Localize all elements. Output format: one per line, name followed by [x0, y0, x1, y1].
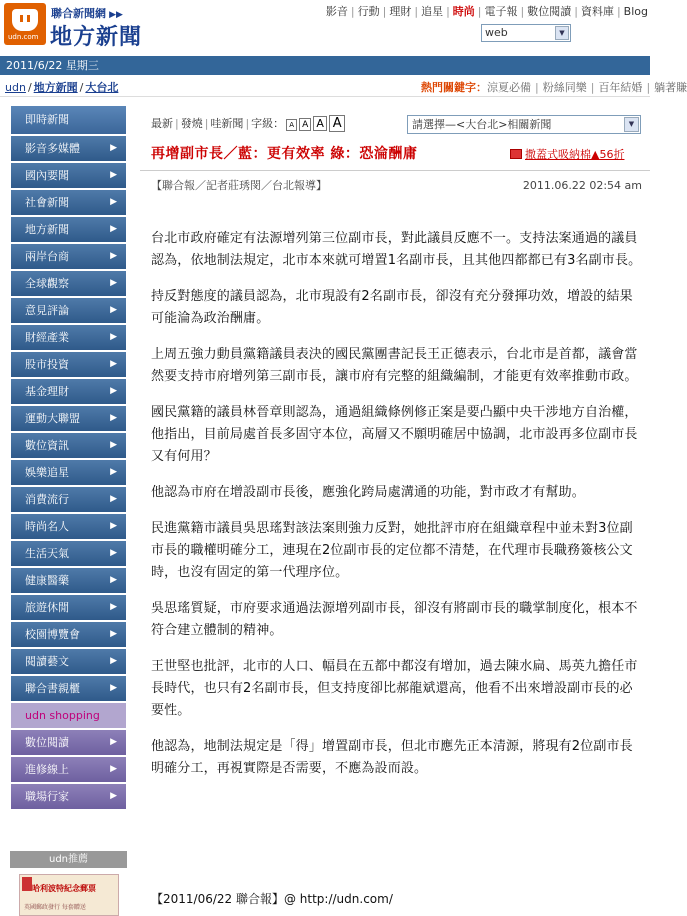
sidebar-item[interactable] [10, 783, 127, 810]
sidebar-item[interactable] [10, 675, 127, 702]
site-header [0, 0, 650, 55]
chevron-right-icon: ▶ [110, 440, 117, 450]
gift-icon [510, 149, 522, 159]
sidebar-item[interactable] [10, 648, 127, 675]
sidebar-item-label: 運動大聯盟 [25, 412, 80, 425]
chevron-right-icon: ▶ [110, 737, 117, 747]
udn-logo-icon: udn.com [4, 3, 46, 45]
sidebar-item[interactable] [10, 459, 127, 486]
hot-keyword[interactable]: 粉絲同樂 [542, 81, 587, 94]
article-headline: 再增副市長／藍：更有效率 綠：恐淪酬庸 [151, 146, 418, 162]
sidebar-item-label: 財經產業 [25, 331, 69, 344]
article-toolbar: 最新 | 發燒 | 哇新聞 | 字級： A A A A [151, 115, 642, 135]
topnav-item[interactable]: 影音 [325, 5, 348, 18]
sidebar-item-label: 健康醫藥 [25, 574, 69, 587]
chevron-right-icon: ▶ [110, 656, 117, 666]
sidebar-item[interactable] [10, 567, 127, 594]
sidebar-item[interactable] [10, 324, 127, 351]
sidebar-item[interactable] [10, 135, 127, 162]
sidebar-item[interactable] [10, 594, 127, 621]
sidebar-item[interactable] [10, 243, 127, 270]
sidebar-item-label: 影音多媒體 [25, 142, 80, 155]
article-paragraph: 他認為市府在增設副市長後，應強化跨局處溝通的功能，對市政才有幫助。 [151, 485, 585, 500]
dropdown-arrow-icon: ▼ [624, 117, 639, 132]
sidebar-item[interactable] [10, 105, 127, 135]
article-paragraph: 民進黨籍市議員吳思瑤對該法案則強力反對，她批評市府在組織章程中並未對3位副市長的職權明確分工，連現在2位副市長的定位都不清楚，在代理市長職務簽核公文時，也沒有固定的第一代理序位。 [151, 521, 633, 580]
sidebar-item-label: 數位閱讀 [25, 736, 69, 749]
site-logo[interactable] [4, 3, 144, 50]
chevron-right-icon: ▶ [110, 521, 117, 531]
hot-keywords: 熱門關鍵字：涼夏必備 | 粉絲同樂 | 百年結婚 | 躺著賺 [421, 81, 687, 94]
promo-ad-link[interactable]: 撒蓋式吸納棉▲56折 [510, 146, 624, 162]
hot-keyword[interactable]: 百年結婚 [598, 81, 643, 94]
chevron-right-icon: ▶ [110, 305, 117, 315]
sidebar-item[interactable] [10, 513, 127, 540]
sidebar-item-label: 股市投資 [25, 358, 69, 371]
sidebar-item-label: 社會新聞 [25, 196, 69, 209]
sidebar-item[interactable] [10, 432, 127, 459]
sidebar-item-label: udn shopping [25, 709, 100, 722]
logo-section-name: 地方新聞 [50, 24, 143, 50]
sidebar-item-label: 娛樂追星 [25, 466, 69, 479]
chevron-right-icon: ▶ [110, 494, 117, 504]
sidebar-item[interactable] [10, 297, 127, 324]
sidebar-item[interactable] [10, 540, 127, 567]
top-navigation: 影音 | 行動 | 理財 | 追星 | 時尚 | 電子報 | 數位閱讀 | 資料庫 | Blog [325, 5, 648, 18]
article-paragraph: 上周五強力動員黨籍議員表決的國民黨團書記長王正德表示，台北市是首都，議會當然要支持市府增列第三副市長，讓市府有完整的組織編制，才能更有效率推動市政。 [151, 347, 638, 384]
sidebar-item[interactable] [10, 486, 127, 513]
sidebar-item-label: 聯合書親櫃 [25, 682, 80, 695]
chevron-right-icon: ▶ [110, 467, 117, 477]
sidebar-item[interactable] [10, 621, 127, 648]
latest-link[interactable]: 最新 [151, 117, 173, 130]
sidebar-item-label: 全球觀察 [25, 277, 69, 290]
font-size-smallest-button[interactable]: A [286, 119, 297, 131]
wow-news-link[interactable]: 哇新聞 [210, 117, 244, 130]
font-size-medium-button[interactable]: A [313, 116, 327, 131]
topnav-item[interactable]: 追星 [421, 5, 444, 18]
article-source-line: 【2011/06/22 聯合報】@ http://udn.com/ [151, 892, 393, 906]
sidebar-item-label: 數位資訊 [25, 439, 69, 452]
udn-recommend-box [10, 851, 127, 916]
chevron-right-icon: ▶ [110, 251, 117, 261]
udn-recommend-title: udn推薦 [10, 851, 127, 868]
article-paragraph: 持反對態度的議員認為，北市現設有2名副市長，卻沒有充分發揮功效，增設的結果可能淪為政治酬庸。 [151, 289, 633, 326]
sidebar-item-label: 進修線上 [25, 763, 69, 776]
sidebar-item[interactable] [10, 351, 127, 378]
breadcrumb-row [0, 79, 687, 97]
topnav-item[interactable]: 時尚 [452, 5, 475, 18]
logo-network-name: 聯合新聞網 ▶▶ [51, 7, 123, 20]
sidebar-item[interactable] [10, 270, 127, 297]
breadcrumb-taipei[interactable]: 大台北 [85, 81, 119, 94]
chevron-right-icon: ▶ [110, 386, 117, 396]
date-bar: 2011/6/22 星期三 [0, 56, 650, 75]
chevron-right-icon: ▶ [110, 143, 117, 153]
sidebar-item-label: 基金理財 [25, 385, 69, 398]
sidebar-item[interactable] [10, 162, 127, 189]
sidebar-item-label: 生活天氣 [25, 547, 69, 560]
article-body [151, 228, 643, 794]
topnav-item[interactable]: 資料庫 [580, 5, 614, 18]
hot-keyword[interactable]: 躺著賺 [654, 81, 687, 94]
related-news-select[interactable]: 請選擇—<大台北>相關新聞 ▼ [407, 115, 641, 134]
article-timestamp: 2011.06.22 02:54 am [522, 179, 642, 192]
category-sidebar [10, 105, 127, 810]
chevron-right-icon: ▶ [110, 629, 117, 639]
stamp-icon [22, 877, 32, 891]
chevron-right-icon: ▶ [110, 575, 117, 585]
sidebar-item[interactable] [10, 378, 127, 405]
sidebar-item-label: 即時新聞 [25, 113, 69, 126]
stamp-promo-banner[interactable]: 哈利波特紀念郵票 英國郵政發行 每套贈送 [19, 874, 119, 916]
chevron-right-icon: ▶ [110, 413, 117, 423]
article-paragraph: 台北市政府確定有法源增列第三位副市長，對此議員反應不一。支持法案通過的議員認為，依地制法規定，北市本來就可增置1名副市長，且其他四都都已有3名副市長。 [151, 231, 642, 268]
article-byline: 【聯合報／記者莊琇閔／台北報導】 [151, 179, 327, 192]
chevron-right-icon: ▶ [110, 224, 117, 234]
topnav-item[interactable]: 電子報 [484, 5, 518, 18]
sidebar-item-label: 時尚名人 [25, 520, 69, 533]
breadcrumb-local-news[interactable]: 地方新聞 [33, 81, 78, 94]
sidebar-item-label: 兩岸台商 [25, 250, 69, 263]
sidebar-item[interactable] [10, 756, 127, 783]
article-paragraph: 吳思瑤質疑，市府要求通過法源增列副市長，卻沒有將副市長的職掌制度化，根本不符合建立體制的精神。 [151, 601, 638, 638]
sidebar-item[interactable] [10, 216, 127, 243]
chevron-right-icon: ▶ [110, 791, 117, 801]
sidebar-item[interactable] [10, 702, 127, 729]
search-scope-select[interactable]: web ▼ [481, 24, 571, 42]
chevron-right-icon: ▶ [110, 278, 117, 288]
arrow-icon: ▶▶ [106, 10, 123, 20]
breadcrumb: udn / 地方新聞 / 大台北 [5, 81, 119, 94]
font-size-small-button[interactable]: A [299, 118, 311, 131]
sidebar-item-label: 職場行家 [25, 790, 69, 803]
sidebar-item[interactable] [10, 189, 127, 216]
sidebar-item-label: 地方新聞 [25, 223, 69, 236]
hot-link[interactable]: 發燒 [180, 117, 203, 130]
hot-keywords-label: 熱門關鍵字： [421, 81, 487, 94]
chevron-right-icon: ▶ [110, 170, 117, 180]
sidebar-item-label: 閱讀藝文 [25, 655, 69, 668]
sidebar-item-label: 消費流行 [25, 493, 69, 506]
chevron-right-icon: ▶ [110, 359, 117, 369]
byline-row [140, 170, 650, 194]
sidebar-item[interactable] [10, 729, 127, 756]
hot-keyword[interactable]: 涼夏必備 [487, 81, 531, 94]
sidebar-item-label: 旅遊休閒 [25, 601, 69, 614]
topnav-item[interactable]: 理財 [389, 5, 412, 18]
chevron-right-icon: ▶ [110, 197, 117, 207]
chevron-right-icon: ▶ [110, 332, 117, 342]
font-size-label: 字級： [251, 117, 285, 130]
chevron-right-icon: ▶ [110, 548, 117, 558]
topnav-item[interactable]: Blog [623, 5, 648, 18]
article-paragraph: 國民黨籍的議員林晉章則認為，通過組織條例修正案是要凸顯中央干涉地方自治權，他指出，目前局處首長多固守本位，高層又不願明確居中協調，北市設再多位副市長又有何用？ [151, 405, 638, 464]
sidebar-item-label: 校園博覽會 [25, 628, 80, 641]
article-paragraph: 他認為，地制法規定是「得」增置副市長，但北市應先正本清源，將現有2位副市長明確分工，再視實際是否需要，不應為設而設。 [151, 739, 633, 776]
sidebar-item-label: 國內要聞 [25, 169, 69, 182]
sidebar-item-label: 意見評論 [25, 304, 69, 317]
chevron-right-icon: ▶ [110, 764, 117, 774]
topnav-item[interactable]: 數位閱讀 [527, 5, 572, 18]
font-size-large-button[interactable]: A [329, 115, 345, 132]
topnav-item[interactable]: 行動 [357, 5, 380, 18]
chevron-right-icon: ▶ [110, 602, 117, 612]
dropdown-arrow-icon: ▼ [555, 26, 569, 40]
chevron-right-icon: ▶ [110, 683, 117, 693]
breadcrumb-udn[interactable]: udn [5, 81, 26, 94]
sidebar-item[interactable] [10, 405, 127, 432]
article-paragraph: 王世堅也批評，北市的人口、幅員在五都中都沒有增加，過去陳水扁、馬英九擔任市長時代，也只有2名副市長，但支持度卻比郝龍斌還高，他看不出來增設副市長的必要性。 [151, 659, 638, 718]
